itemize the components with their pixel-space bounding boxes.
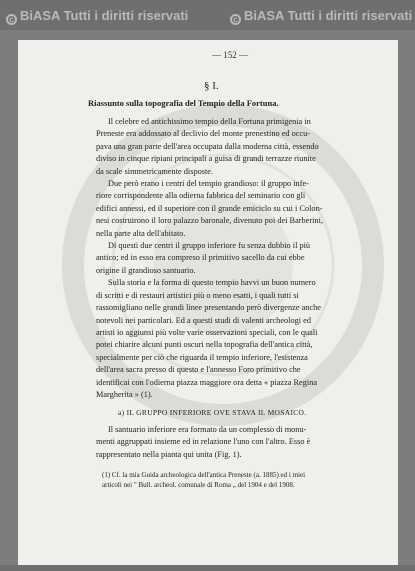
text-line: Preneste era addossato al declivio del monte prenestino ed occu- <box>96 129 311 139</box>
text-line: Di questi due centri il gruppo inferiore fu senza dubbio il più <box>108 241 311 251</box>
text-line: antico; ed in esso era compreso il primitivo sacello da cui ebbe <box>96 253 305 263</box>
section-heading: § I. <box>204 80 219 92</box>
main-text <box>96 116 398 401</box>
text-line: identificai con l'odierna piazza maggiore ora detta « piazza Regina <box>96 377 318 387</box>
text-line: nesi costruirono il loro palazzo baronale, divenuto poi dei Barberini, <box>96 216 323 226</box>
text-line: specialmente per ciò che riguarda il tempio inferiore, l'esistenza <box>96 352 308 362</box>
text-line: diviso in cinque ripiani principali a guisa di grandi terrazze riunite <box>96 154 316 164</box>
text-line: edifici annessi, ed il superiore con il grande emiciclo su cui i Colon- <box>96 203 323 213</box>
text-line: dell'area sacra presso di questo e l'annesso Foro primitivo che <box>96 365 301 375</box>
text-line: Il santuario inferiore era formato da un complesso di monu- <box>108 425 307 434</box>
text-line: Due però erano i centri del tempio grandioso: il gruppo infe- <box>108 179 309 189</box>
watermark-right-text: BiASA Tutti i diritti riservati <box>244 8 413 23</box>
subsection-heading: a) IL GRUPPO INFERIORE OVE STAVA IL MOSAICO. <box>118 408 307 417</box>
subsection-text <box>96 424 398 461</box>
watermark-left <box>6 8 188 25</box>
text-line: rassomigliano nelle grandi linee presentando però divergenze anche <box>96 303 321 313</box>
watermark-right <box>230 8 412 25</box>
text-line: riore corrispondente alla odierna fabbrica del seminario con gli <box>96 191 306 201</box>
copyright-icon: c <box>230 14 241 25</box>
text-line: pava una gran parte dell'area occupata dalla moderna città, essendo <box>96 141 319 151</box>
page-number: — 152 — <box>212 50 248 60</box>
text-line: menti aggruppati insieme ed in relazione l'uno con l'altro. Esso è <box>96 437 311 447</box>
copyright-icon: c <box>6 14 17 25</box>
text-line: di scritti e di restauri artistici più o meno esatti, i quali tutti si <box>96 290 299 300</box>
text-line: rappresentato nella pianta qui unita (Fig. 1). <box>96 449 242 459</box>
text-line: notevoli nei particolari. Ed a questi studi di valenti archeologi ed <box>96 315 311 325</box>
bottom-bar <box>0 565 415 571</box>
text-line: Il celebre ed antichissimo tempio della Fortuna primigenia in <box>108 117 311 126</box>
watermark-left-text: BiASA Tutti i diritti riservati <box>20 8 189 23</box>
footnote-line: (1) Cf. la mia Guida archeologica dell'antica Preneste (a. 1885) ed i miei <box>102 471 306 479</box>
section-title: Riassunto sulla topografia del Tempio della Fortuna. <box>88 98 279 108</box>
text-line: potei chiarire alcuni punti oscuri nella topografia dell'antica città, <box>96 340 313 350</box>
text-line: artisti io aggiunsi più volte varie osservazioni speciali, con le quali <box>96 327 318 337</box>
text-line: Sulla storia e la forma di questo tempio havvi un buon numero <box>108 278 316 288</box>
text-line: da scale simmetricamente disposte. <box>96 166 214 176</box>
footnote-line: articoli nei " Bull. archeol. comunale di Roma „ del 1904 e del 1908. <box>102 481 295 489</box>
watermark-bar <box>0 0 415 30</box>
footnote <box>102 470 398 490</box>
text-line: origine il grandioso santuario. <box>96 265 196 275</box>
scanned-page <box>18 40 398 565</box>
text-line: Margherita » (1). <box>96 389 153 399</box>
text-line: nella parte alta dell'abitato. <box>96 228 186 238</box>
